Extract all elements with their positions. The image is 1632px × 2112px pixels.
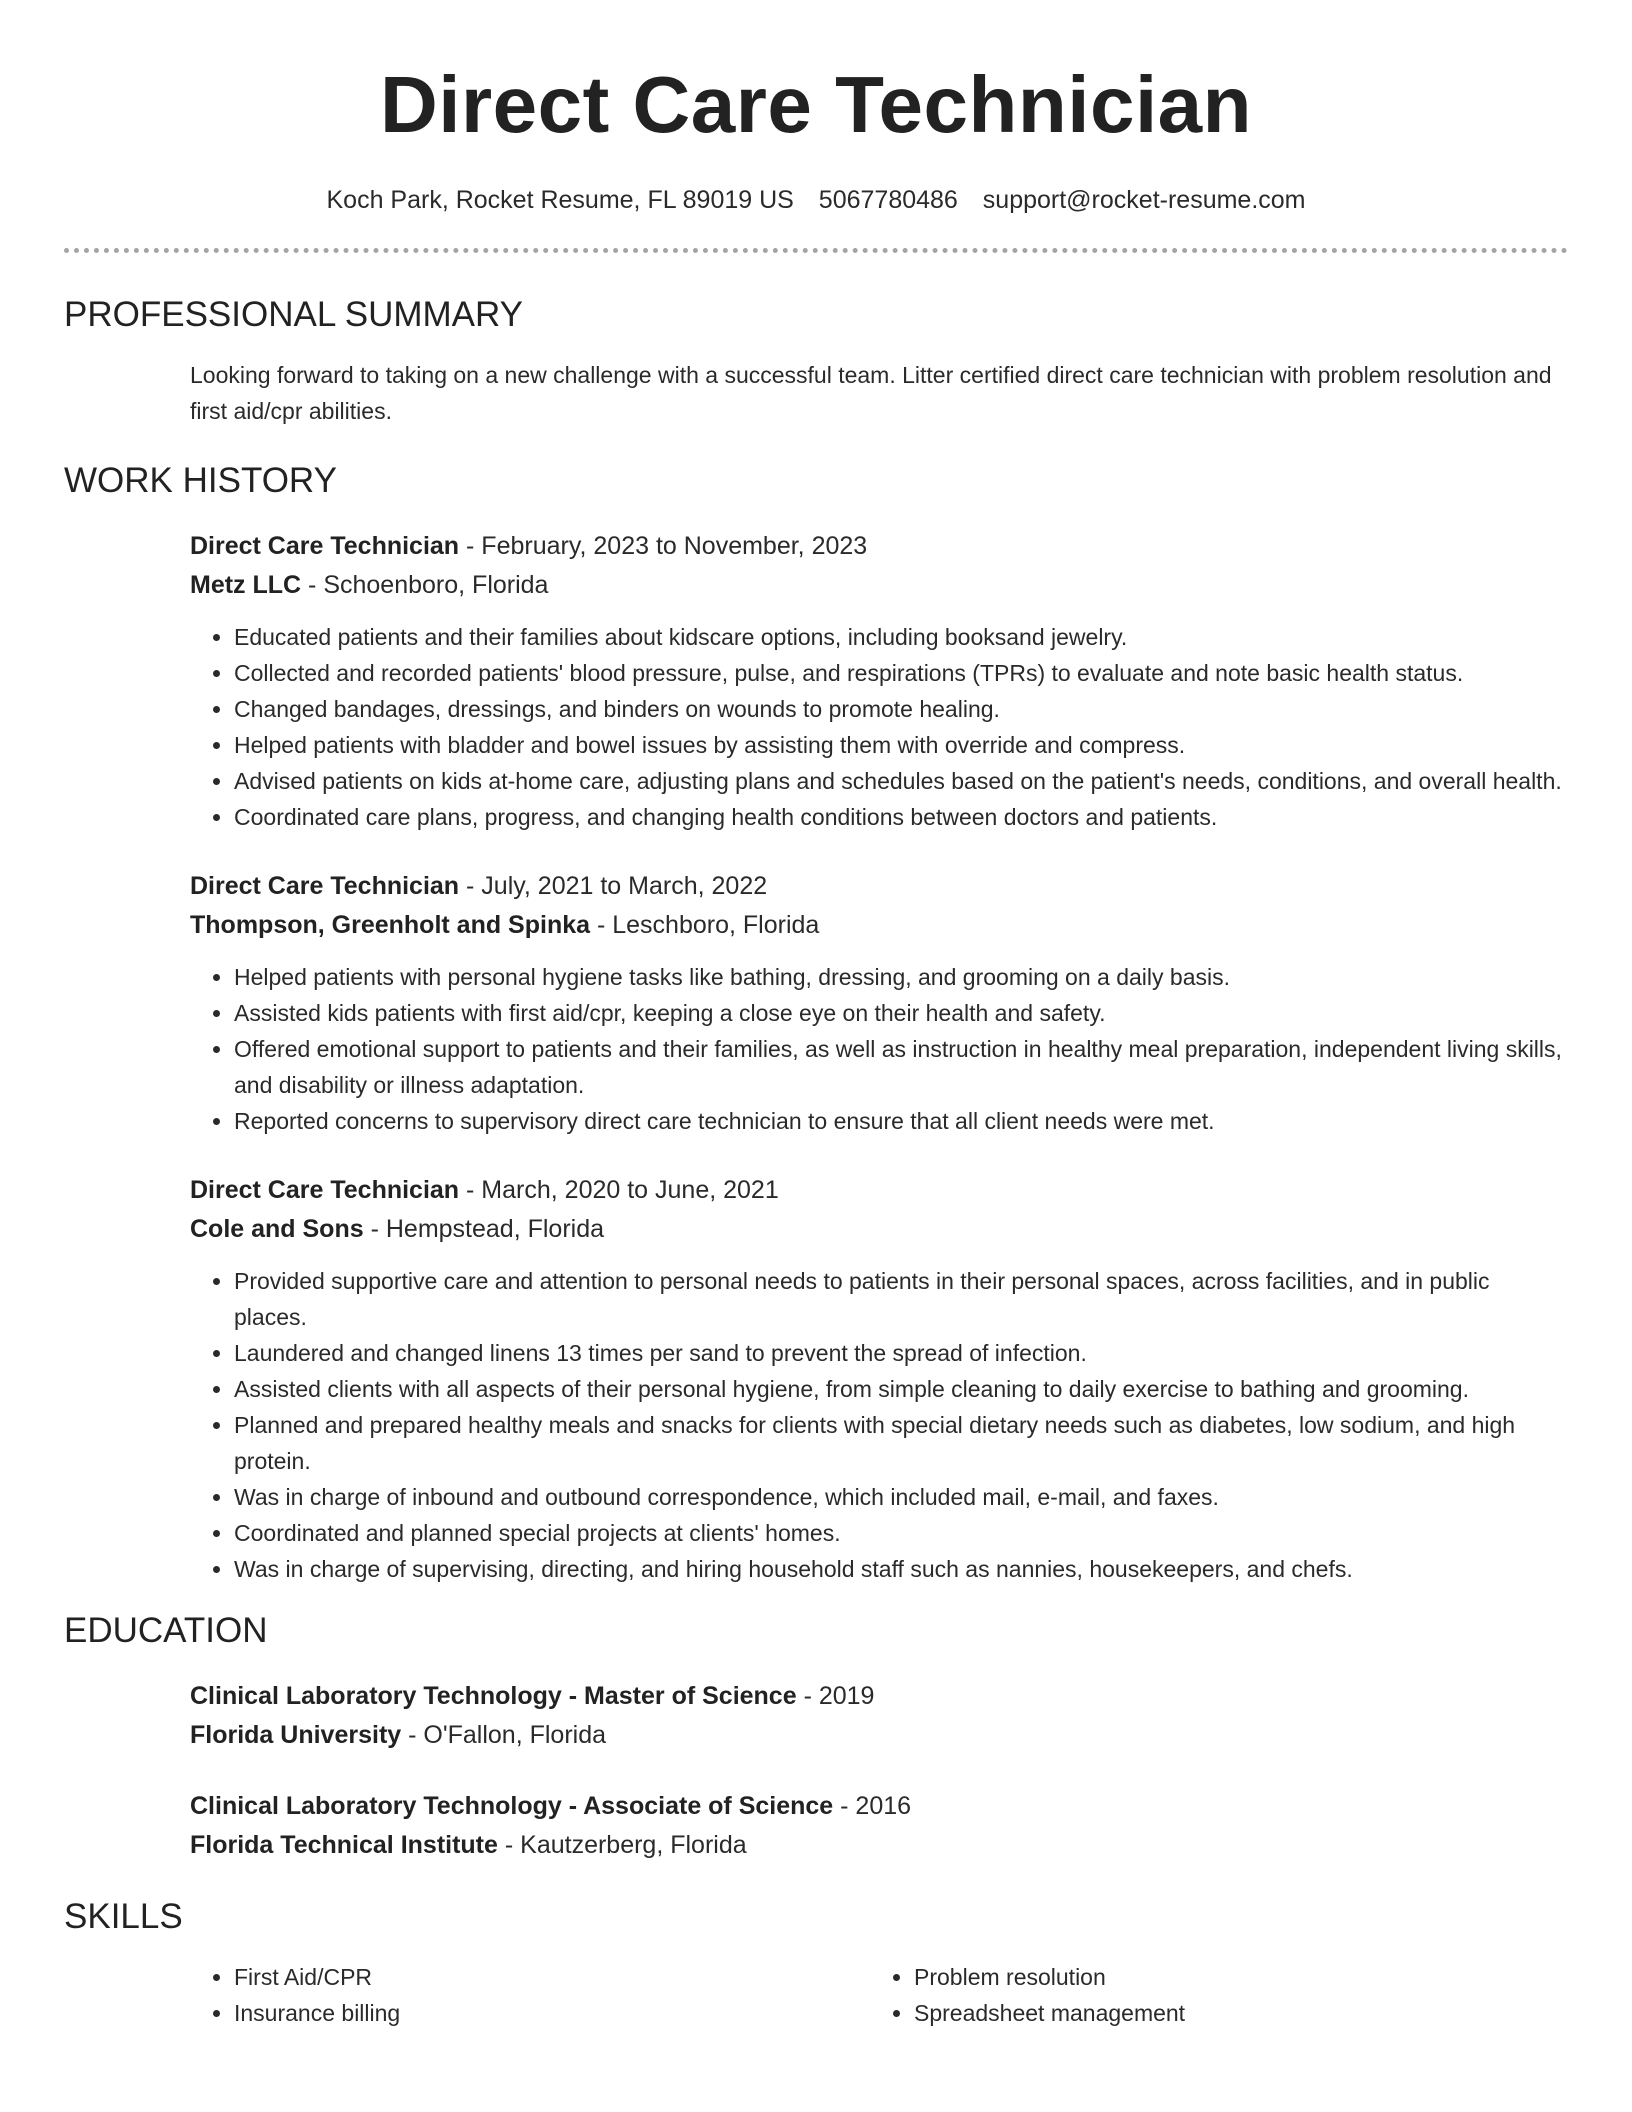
skills-section [64, 1895, 1568, 2031]
list-item: • Provided supportive care and attention to personal needs to patients in their personal spaces, across facilities, and in public places. [234, 1263, 1568, 1335]
job-bullets [190, 959, 1568, 1139]
contact-address: Koch Park, Rocket Resume, FL 89019 US [326, 186, 794, 214]
header-divider [64, 248, 1568, 253]
job-entry [190, 867, 1568, 1139]
job-bullets [190, 619, 1568, 835]
list-item: • Planned and prepared healthy meals and snacks for clients with special dietary needs such as diabetes, low sodium, and high protein. [234, 1407, 1568, 1479]
list-item: • First Aid/CPR [234, 1959, 870, 1995]
education-school: Florida University [190, 1721, 402, 1749]
skills-column-right [870, 1959, 1550, 2031]
job-company: Thompson, Greenholt and Spinka [190, 911, 591, 939]
job-dates: - February, 2023 to November, 2023 [459, 532, 868, 560]
list-item: • Spreadsheet management [914, 1995, 1550, 2031]
list-item: • Changed bandages, dressings, and binders on wounds to promote healing. [234, 691, 1568, 727]
education-degree-line [190, 1677, 1568, 1716]
education-section [64, 1609, 1568, 1865]
education-degree: Clinical Laboratory Technology - Associate of Science [190, 1792, 834, 1820]
job-title-line [190, 527, 1568, 566]
list-item: • Advised patients on kids at-home care, adjusting plans and schedules based on the patient's needs, conditions, and overall health. [234, 763, 1568, 799]
job-location: - Schoenboro, Florida [301, 571, 549, 599]
list-item: • Helped patients with personal hygiene tasks like bathing, dressing, and grooming on a daily basis. [234, 959, 1568, 995]
section-title-summary: PROFESSIONAL SUMMARY [64, 295, 523, 334]
education-entry [190, 1677, 1568, 1755]
contact-email: support@rocket-resume.com [982, 186, 1306, 214]
skills-list-left [190, 1959, 870, 2031]
section-title-skills: SKILLS [64, 1897, 183, 1936]
education-school-line [190, 1826, 1568, 1865]
job-company-line [190, 906, 1568, 945]
job-company: Cole and Sons [190, 1215, 364, 1243]
contact-phone: 5067780486 [818, 186, 958, 214]
education-degree-line [190, 1787, 1568, 1826]
education-degree: Clinical Laboratory Technology - Master of Science [190, 1682, 797, 1710]
job-entry [190, 1171, 1568, 1587]
section-title-education: EDUCATION [64, 1611, 268, 1650]
list-item: • Laundered and changed linens 13 times per sand to prevent the spread of infection. [234, 1335, 1568, 1371]
resume-page [64, 0, 1568, 2031]
list-item: • Was in charge of supervising, directing, and hiring household staff such as nannies, housekeepers, and chefs. [234, 1551, 1568, 1587]
summary-section [64, 293, 1568, 429]
education-location: - Kautzerberg, Florida [497, 1831, 747, 1859]
job-location: - Leschboro, Florida [590, 911, 820, 939]
work-history-section [64, 459, 1568, 1587]
skills-grid [190, 1959, 1568, 2031]
job-dates: - July, 2021 to March, 2022 [459, 872, 768, 900]
job-role: Direct Care Technician [190, 1176, 460, 1204]
skills-column-left [190, 1959, 870, 2031]
list-item: • Insurance billing [234, 1995, 870, 2031]
education-year: - 2016 [833, 1792, 912, 1820]
list-item: • Offered emotional support to patients and their families, as well as instruction in healthy meal preparation, independent living skills, and disability or illness adaptation. [234, 1031, 1568, 1103]
job-role: Direct Care Technician [190, 872, 460, 900]
resume-name: Direct Care Technician [379, 60, 1253, 149]
summary-text: Looking forward to taking on a new challenge with a successful team. Litter certified direct care technician with problem resolution and first aid/cpr abilities. [190, 362, 1552, 424]
list-item: • Collected and recorded patients' blood pressure, pulse, and respirations (TPRs) to evaluate and note basic health status. [234, 655, 1568, 691]
job-title-line [190, 1171, 1568, 1210]
job-dates: - March, 2020 to June, 2021 [459, 1176, 779, 1204]
job-company: Metz LLC [190, 571, 302, 599]
education-year: - 2019 [796, 1682, 875, 1710]
list-item: • Coordinated care plans, progress, and changing health conditions between doctors and patients. [234, 799, 1568, 835]
job-company-line [190, 1210, 1568, 1249]
job-role: Direct Care Technician [190, 532, 460, 560]
list-item: • Problem resolution [914, 1959, 1550, 1995]
list-item: • Helped patients with bladder and bowel issues by assisting them with override and compress. [234, 727, 1568, 763]
section-title-work-history: WORK HISTORY [64, 461, 337, 500]
contact-line [64, 184, 1568, 216]
job-entry [190, 527, 1568, 835]
list-item: • Coordinated and planned special projects at clients' homes. [234, 1515, 1568, 1551]
education-school-line [190, 1716, 1568, 1755]
list-item: • Was in charge of inbound and outbound correspondence, which included mail, e-mail, and faxes. [234, 1479, 1568, 1515]
list-item: • Reported concerns to supervisory direct care technician to ensure that all client needs were met. [234, 1103, 1568, 1139]
job-bullets [190, 1263, 1568, 1587]
education-entry [190, 1787, 1568, 1865]
education-school: Florida Technical Institute [190, 1831, 498, 1859]
job-company-line [190, 566, 1568, 605]
job-title-line [190, 867, 1568, 906]
job-location: - Hempstead, Florida [363, 1215, 605, 1243]
skills-list-right [870, 1959, 1550, 2031]
education-location: - O'Fallon, Florida [401, 1721, 607, 1749]
list-item: • Educated patients and their families about kidscare options, including booksand jewelry. [234, 619, 1568, 655]
list-item: • Assisted kids patients with first aid/cpr, keeping a close eye on their health and safety. [234, 995, 1568, 1031]
list-item: • Assisted clients with all aspects of their personal hygiene, from simple cleaning to daily exercise to bathing and grooming. [234, 1371, 1568, 1407]
